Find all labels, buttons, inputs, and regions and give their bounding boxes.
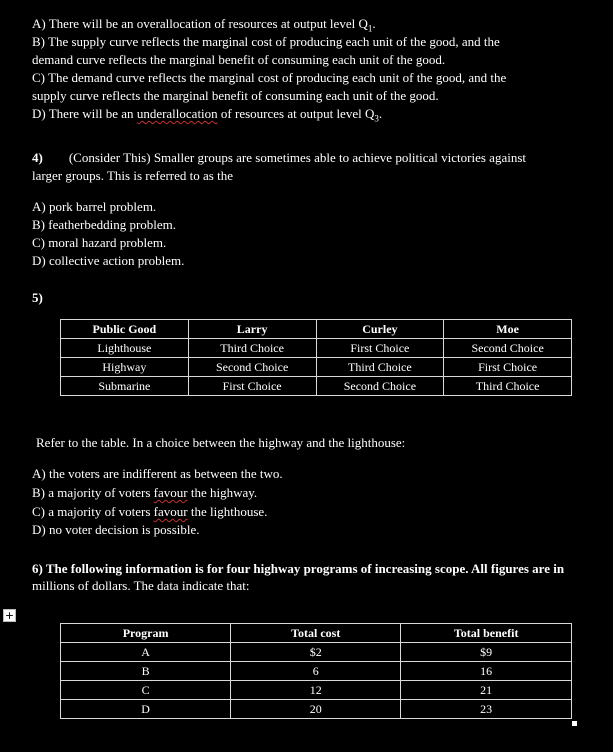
table-cell: Second Choice xyxy=(444,339,572,358)
table-cell: Second Choice xyxy=(188,358,316,377)
table-row xyxy=(61,681,572,700)
q4-number: 4) xyxy=(32,150,43,165)
table-cell: Third Choice xyxy=(188,339,316,358)
table-move-handle-icon[interactable]: + xyxy=(4,609,15,622)
table-row xyxy=(61,358,572,377)
table-cell: $9 xyxy=(401,643,572,662)
q6-table xyxy=(60,623,572,719)
table-cell: First Choice xyxy=(188,377,316,396)
q5-number: 5) xyxy=(32,290,43,305)
q5-option-c: C) a majority of voters favour the lighthouse. xyxy=(32,504,268,519)
q4-stem-line2: larger groups. This is referred to as the xyxy=(32,168,233,183)
q4-stem-line1: 4) (Consider This) Smaller groups are sometimes able to achieve political victories against xyxy=(32,150,527,165)
table-header: Larry xyxy=(188,320,316,339)
table-header: Total benefit xyxy=(401,624,572,643)
table-header: Total cost xyxy=(231,624,401,643)
table-row xyxy=(61,339,572,358)
table-cell: C xyxy=(61,681,231,700)
table-cell: $2 xyxy=(231,643,401,662)
table-resize-handle[interactable] xyxy=(572,721,577,726)
q5-option-a: A) the voters are indifferent as between the two. xyxy=(32,466,283,481)
q4-option-d: D) collective action problem. xyxy=(32,253,185,268)
q5-option-d: D) no voter decision is possible. xyxy=(32,522,200,537)
q6-stem-line2: millions of dollars. The data indicate that: xyxy=(32,578,250,593)
q3-option-c-line1: C) The demand curve reflects the marginal cost of producing each unit of the good, and the xyxy=(32,70,507,85)
table-cell: D xyxy=(61,700,231,719)
table-row xyxy=(61,643,572,662)
table-cell: First Choice xyxy=(444,358,572,377)
table-header-row xyxy=(61,624,572,643)
q3-option-a: A) There will be an overallocation of resources at output level $Q_1$. xyxy=(32,16,376,34)
q5-option-b: B) a majority of voters favour the highway. xyxy=(32,485,258,500)
table-cell: 12 xyxy=(231,681,401,700)
table-cell: Highway xyxy=(61,358,189,377)
q3-option-b-line1: B) The supply curve reflects the marginal cost of producing each unit of the good, and the xyxy=(32,34,500,49)
q4-option-c: C) moral hazard problem. xyxy=(32,235,167,250)
table-row xyxy=(61,377,572,396)
table-header: Moe xyxy=(444,320,572,339)
table-header: Curley xyxy=(316,320,444,339)
table-cell: Third Choice xyxy=(316,358,444,377)
q6-stem-line1: 6) The following information is for four highway programs of increasing scope. All figures are in xyxy=(32,561,565,576)
table-cell: Lighthouse xyxy=(61,339,189,358)
table-cell: 23 xyxy=(401,700,572,719)
table-cell: Third Choice xyxy=(444,377,572,396)
table-row xyxy=(61,700,572,719)
q4-option-b: B) featherbedding problem. xyxy=(32,217,177,232)
table-cell: 21 xyxy=(401,681,572,700)
q3-option-d: D) There will be an underallocation of resources at output level $Q_3$. xyxy=(32,106,383,124)
table-cell: First Choice xyxy=(316,339,444,358)
table-row xyxy=(61,662,572,681)
table-cell: 6 xyxy=(231,662,401,681)
table-header-row xyxy=(61,320,572,339)
table-cell: Submarine xyxy=(61,377,189,396)
q3-option-b-line2: demand curve reflects the marginal benefit of consuming each unit of the good. xyxy=(32,52,446,67)
table-header: Public Good xyxy=(61,320,189,339)
table-cell: 20 xyxy=(231,700,401,719)
q5-prompt: Refer to the table. In a choice between the highway and the lighthouse: xyxy=(36,435,406,450)
q5-table xyxy=(60,319,572,396)
table-cell: 16 xyxy=(401,662,572,681)
q3-option-c-line2: supply curve reflects the marginal benefit of consuming each unit of the good. xyxy=(32,88,439,103)
table-cell: A xyxy=(61,643,231,662)
table-cell: Second Choice xyxy=(316,377,444,396)
table-header: Program xyxy=(61,624,231,643)
q4-option-a: A) pork barrel problem. xyxy=(32,199,157,214)
table-cell: B xyxy=(61,662,231,681)
